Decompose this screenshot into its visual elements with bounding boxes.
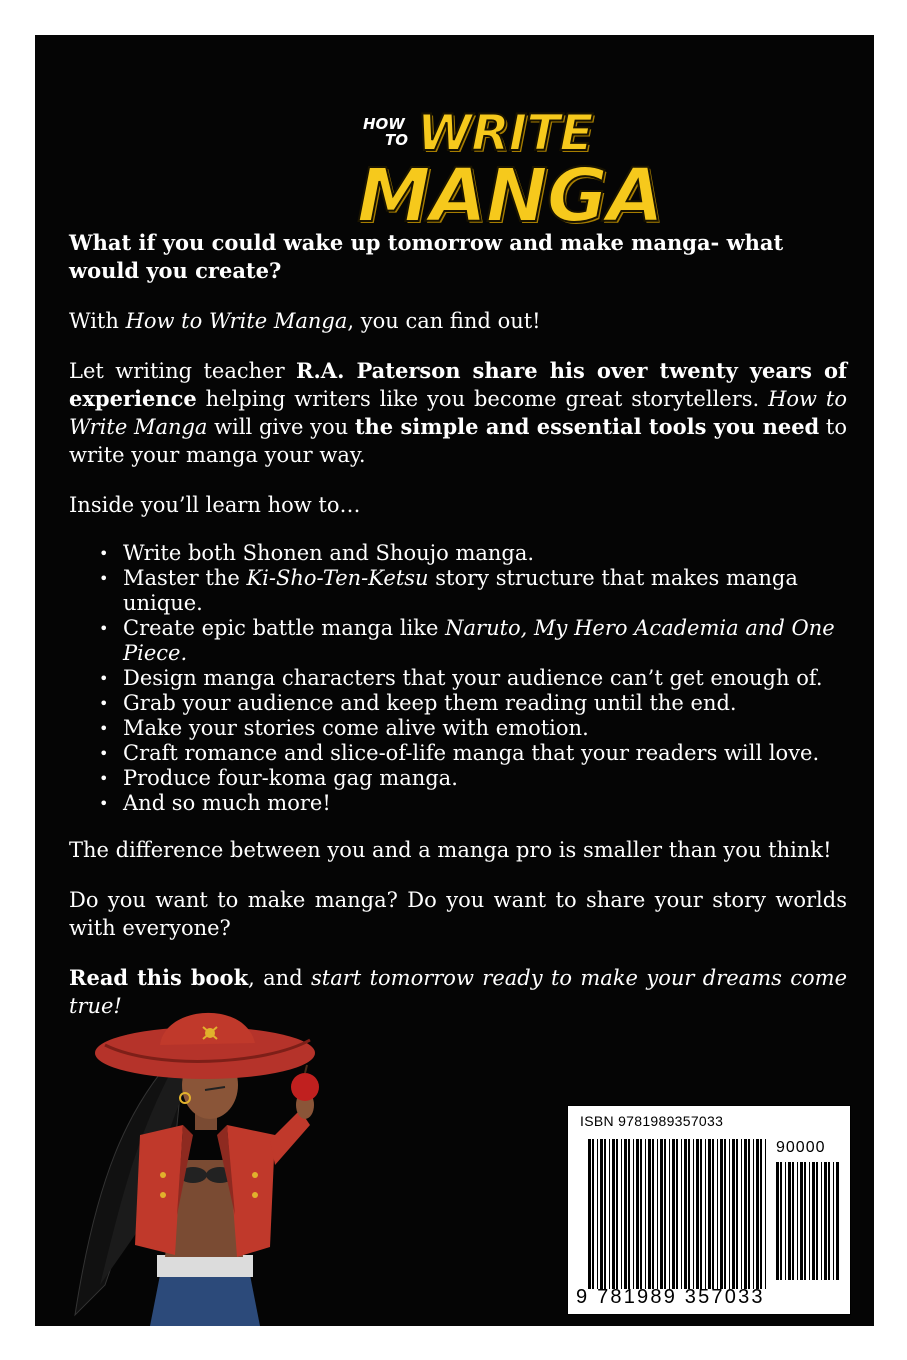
barcode-bar: [705, 1139, 706, 1289]
barcode-bar: [780, 1162, 782, 1280]
logo-to: TO: [385, 131, 408, 149]
intro-question: What if you could wake up tomorrow and make manga- what would you create?: [69, 230, 784, 283]
barcode-bar: [684, 1139, 687, 1289]
barcode-bar: [688, 1139, 690, 1289]
addon-bars: [776, 1162, 840, 1280]
barcode-bar: [821, 1162, 822, 1280]
barcode-bar: [652, 1139, 654, 1289]
barcode-bar: [776, 1162, 779, 1280]
list-item: • And so much more!: [99, 791, 847, 816]
barcode-bar: [804, 1162, 806, 1280]
barcode-bar: [720, 1139, 723, 1289]
barcode-bar: [600, 1139, 603, 1289]
barcode-bar: [741, 1139, 742, 1289]
barcode-bar: [645, 1139, 646, 1289]
barcode-bar: [660, 1139, 663, 1289]
barcode-bar: [809, 1162, 810, 1280]
list-item: • Design manga characters that your audience can’t get enough of.: [99, 666, 847, 691]
barcode-bar: [609, 1139, 610, 1289]
about-paragraph: [69, 357, 847, 469]
difference-line: The difference between you and a manga pro is smaller than you think!: [69, 838, 832, 862]
barcode-bar: [693, 1139, 694, 1289]
barcode-bar: [624, 1139, 627, 1289]
barcode-bar: [732, 1139, 735, 1289]
barcode-bar: [712, 1139, 714, 1289]
list-item: [99, 566, 847, 616]
back-cover: [35, 35, 874, 1326]
learn-list: [69, 541, 847, 816]
barcode-bar: [724, 1139, 726, 1289]
barcode-bar: [788, 1162, 791, 1280]
barcode-bar: [681, 1139, 682, 1289]
barcode-bar: [785, 1162, 786, 1280]
barcode-bar: [812, 1162, 815, 1280]
with-line: [69, 307, 847, 335]
about-t6: the simple and essential tools you need: [354, 414, 820, 439]
barcode-bar: [621, 1139, 622, 1289]
isbn-barcode: [567, 1105, 851, 1315]
barcode-bar: [816, 1162, 818, 1280]
price-code: 90000: [776, 1139, 826, 1156]
b2-em: Ki-Sho-Ten-Ketsu: [246, 566, 429, 590]
b2-post: story structure that makes manga unique.: [123, 566, 798, 615]
barcode-bar: [828, 1162, 830, 1280]
barcode-bar: [717, 1139, 718, 1289]
list-item: [99, 616, 847, 666]
barcode-bar: [669, 1139, 670, 1289]
barcode-bar: [792, 1162, 794, 1280]
b3-em: Naruto, My Hero Academia and One Piece.: [123, 616, 835, 665]
logo-manga: MANGA: [357, 153, 663, 239]
barcode-bar: [640, 1139, 642, 1289]
barcode-bar: [633, 1139, 634, 1289]
closing-em: start tomorrow ready to make your dreams come true!: [69, 966, 847, 1018]
barcode-bar: [592, 1139, 594, 1289]
barcode-bar: [797, 1162, 798, 1280]
barcode-bar: [760, 1139, 762, 1289]
barcode-bar: [753, 1139, 754, 1289]
closing-bold: Read this book: [69, 965, 249, 990]
isbn-digits: 9 781989 357033: [576, 1286, 765, 1308]
barcode-bar: [748, 1139, 750, 1289]
list-item: • Craft romance and slice-of-life manga that your readers will love.: [99, 741, 847, 766]
isbn-label: ISBN 9781989357033: [580, 1113, 724, 1129]
barcode-bar: [612, 1139, 615, 1289]
barcode-bars: [588, 1139, 768, 1289]
logo-write: WRITE: [417, 104, 593, 162]
list-item: • Make your stories come alive with emotion.: [99, 716, 847, 741]
barcode-bar: [736, 1139, 738, 1289]
about-t5: will give you: [207, 415, 355, 439]
about-t2: R.A. Paterson share his over twenty years of experience: [69, 358, 847, 411]
barcode-bar: [664, 1139, 666, 1289]
list-item: • Produce four-koma gag manga.: [99, 766, 847, 791]
b3-pre: Create epic battle manga like: [123, 616, 446, 640]
about-t4: How to Write Manga: [69, 387, 847, 439]
with-title: How to Write Manga: [125, 309, 348, 333]
barcode-bar: [597, 1139, 598, 1289]
barcode-bar: [636, 1139, 639, 1289]
barcode-bar: [604, 1139, 606, 1289]
barcode-bar: [696, 1139, 699, 1289]
barcode-bar: [672, 1139, 675, 1289]
with-prefix: With: [69, 309, 126, 333]
barcode-bar: [756, 1139, 759, 1289]
barcode-bar: [616, 1139, 618, 1289]
barcode-bar: [729, 1139, 730, 1289]
barcode-bar: [708, 1139, 711, 1289]
list-item: • Grab your audience and keep them reading until the end.: [99, 691, 847, 716]
about-t1: Let writing teacher: [69, 359, 297, 383]
barcode-bar: [588, 1139, 591, 1289]
barcode-bar: [657, 1139, 658, 1289]
character-illustration: [65, 985, 325, 1326]
blurb: [69, 229, 847, 1042]
barcode-bar: [833, 1162, 834, 1280]
barcode-bar: [700, 1139, 702, 1289]
barcode-bar: [676, 1139, 678, 1289]
barcode-bar: [744, 1139, 747, 1289]
with-suffix: , you can find out!: [347, 309, 541, 333]
barcode-bar: [836, 1162, 839, 1280]
barcode-bar: [800, 1162, 803, 1280]
inside-intro: Inside you’ll learn how to…: [69, 493, 361, 517]
about-t3: helping writers like you become great storytellers.: [196, 387, 769, 411]
want-paragraph: Do you want to make manga? Do you want to share your story worlds with everyone?: [69, 888, 847, 940]
book-logo: [357, 72, 663, 242]
barcode-bar: [824, 1162, 827, 1280]
b2-pre: Master the: [123, 566, 247, 590]
barcode-bar: [648, 1139, 651, 1289]
list-item: • Write both Shonen and Shoujo manga.: [99, 541, 847, 566]
about-t7: to write your manga your way.: [69, 415, 848, 467]
closing-mid: , and: [248, 966, 312, 990]
logo-how: HOW: [363, 115, 405, 133]
barcode-bar: [765, 1139, 766, 1289]
barcode-bar: [628, 1139, 630, 1289]
